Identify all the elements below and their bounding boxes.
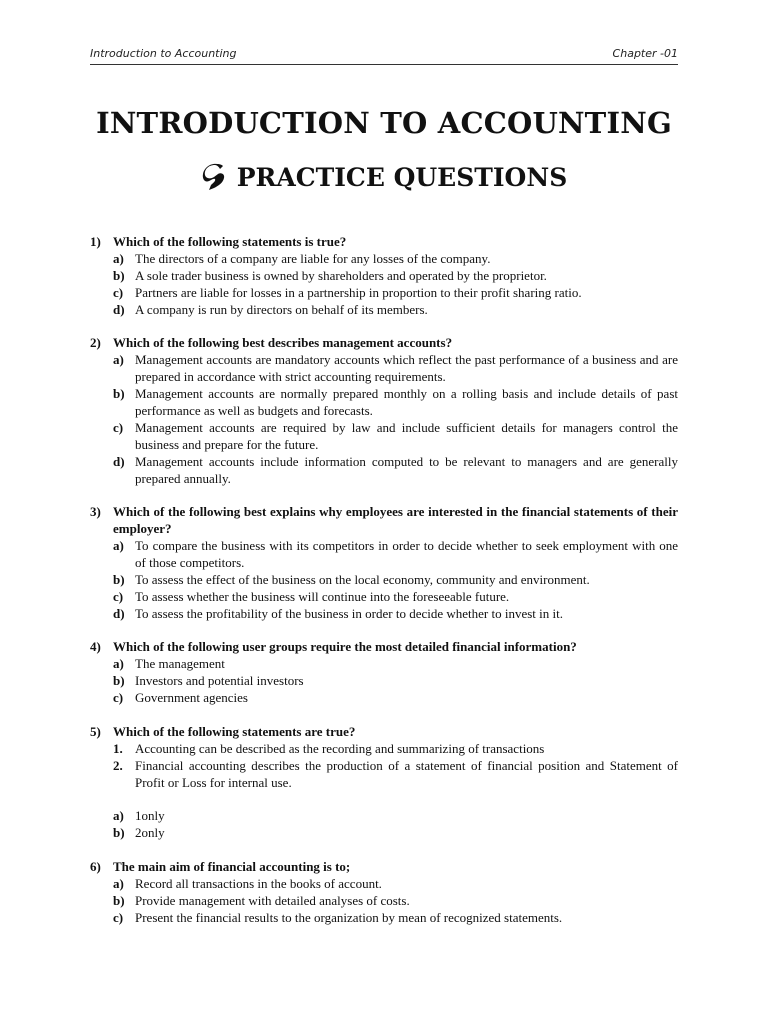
statement: [90, 740, 678, 757]
option-label: c): [113, 589, 124, 604]
running-header: [90, 47, 678, 63]
question-stem: [90, 334, 678, 351]
question-number: 4): [90, 639, 101, 654]
option-label: a): [113, 251, 124, 266]
option: [90, 892, 678, 909]
option-text: Management accounts are mandatory accounts which reflect the past performance of a business and are prepared in accordance with strict accounting requirements.: [135, 352, 678, 384]
question-number: 3): [90, 504, 101, 519]
option: [90, 689, 678, 706]
statement-text: Financial accounting describes the production of a statement of financial position and Statement of Profit or Loss for internal use.: [135, 758, 678, 790]
option: [90, 672, 678, 689]
option-label: a): [113, 656, 124, 671]
question-text: Which of the following user groups require the most detailed financial information?: [113, 639, 577, 654]
question-number: 6): [90, 859, 101, 874]
option: [90, 655, 678, 672]
question-5: [90, 723, 678, 841]
option: [90, 605, 678, 622]
statement: [90, 757, 678, 791]
header-divider: [90, 64, 678, 65]
option-label: c): [113, 420, 124, 435]
pencil-swirl-icon: [201, 162, 229, 192]
option-label: a): [113, 538, 124, 553]
option-text: Investors and potential investors: [135, 673, 304, 688]
header-chapter-title: Introduction to Accounting: [90, 47, 237, 60]
question-number: 1): [90, 234, 101, 249]
option-label: a): [113, 876, 124, 891]
question-number: 5): [90, 724, 101, 739]
option-text: To assess whether the business will continue into the foreseeable future.: [135, 589, 510, 604]
option-label: d): [113, 302, 125, 317]
option-label: b): [113, 572, 125, 587]
question-6: [90, 858, 678, 926]
question-stem: [90, 723, 678, 740]
option-text: Provide management with detailed analyses of costs.: [135, 893, 410, 908]
option-text: To assess the profitability of the business in order to decide whether to invest in it.: [135, 606, 564, 621]
option-text: Government agencies: [135, 690, 248, 705]
option-text: Record all transactions in the books of account.: [135, 876, 382, 891]
option-label: a): [113, 352, 124, 367]
option-label: d): [113, 454, 125, 469]
option: [90, 588, 678, 605]
question-3: [90, 503, 678, 622]
option-label: c): [113, 285, 124, 300]
question-stem: [90, 858, 678, 875]
statement-text: Accounting can be described as the recording and summarizing of transactions: [135, 741, 545, 756]
question-4: [90, 638, 678, 706]
section-heading: [0, 162, 768, 192]
option: [90, 301, 678, 318]
question-text: Which of the following statements are true?: [113, 724, 356, 739]
option: [90, 250, 678, 267]
option: [90, 385, 678, 419]
option-text: 1only: [135, 808, 165, 823]
question-text: Which of the following best explains why employees are interested in the financial statements of their employer?: [113, 504, 678, 536]
option: [90, 419, 678, 453]
header-chapter-number: Chapter -01: [612, 47, 678, 60]
option-text: To assess the effect of the business on the local economy, community and environment.: [135, 572, 590, 587]
option: [90, 351, 678, 385]
option-text: Management accounts include information computed to be relevant to managers and are generally prepared annually.: [135, 454, 678, 486]
question-stem: [90, 638, 678, 655]
option-label: c): [113, 910, 124, 925]
option: [90, 909, 678, 926]
section-heading-text: PRACTICE QUESTIONS: [236, 163, 568, 192]
option-text: Partners are liable for losses in a partnership in proportion to their profit sharing ratio.: [135, 285, 582, 300]
option: [90, 537, 678, 571]
question-stem: [90, 503, 678, 537]
option-text: Management accounts are normally prepared monthly on a rolling basis and include details of past performance as well as budgets and forecasts.: [135, 386, 678, 418]
question-number: 2): [90, 335, 101, 350]
option-text: 2only: [135, 825, 165, 840]
option: [90, 453, 678, 487]
option: [90, 571, 678, 588]
option-text: A sole trader business is owned by shareholders and operated by the proprietor.: [135, 268, 547, 283]
option-text: Present the financial results to the organization by mean of recognized statements.: [135, 910, 563, 925]
option: [90, 284, 678, 301]
option: [90, 807, 678, 824]
option-text: The management: [135, 656, 225, 671]
option-label: d): [113, 606, 125, 621]
statement-label: 2.: [113, 758, 123, 773]
option: [90, 267, 678, 284]
question-text: Which of the following best describes management accounts?: [113, 335, 453, 350]
page-title: INTRODUCTION TO ACCOUNTING: [96, 106, 672, 140]
option-label: b): [113, 386, 125, 401]
question-1: [90, 233, 678, 318]
option-label: b): [113, 893, 125, 908]
option-label: b): [113, 673, 125, 688]
option-text: A company is run by directors on behalf of its members.: [135, 302, 428, 317]
spacer: [90, 791, 678, 807]
option-text: Management accounts are required by law and include sufficient details for managers control the business and prepare for the future.: [135, 420, 678, 452]
option-label: c): [113, 690, 124, 705]
option-label: a): [113, 808, 124, 823]
option-text: The directors of a company are liable for any losses of the company.: [135, 251, 491, 266]
option-label: b): [113, 268, 125, 283]
statement-label: 1.: [113, 741, 123, 756]
question-text: Which of the following statements is true?: [113, 234, 347, 249]
question-text: The main aim of financial accounting is to;: [113, 859, 351, 874]
option-label: b): [113, 825, 125, 840]
question-2: [90, 334, 678, 487]
option: [90, 824, 678, 841]
option-text: To compare the business with its competitors in order to decide whether to seek employment with one of those competitors.: [135, 538, 678, 570]
option: [90, 875, 678, 892]
question-stem: [90, 233, 678, 250]
